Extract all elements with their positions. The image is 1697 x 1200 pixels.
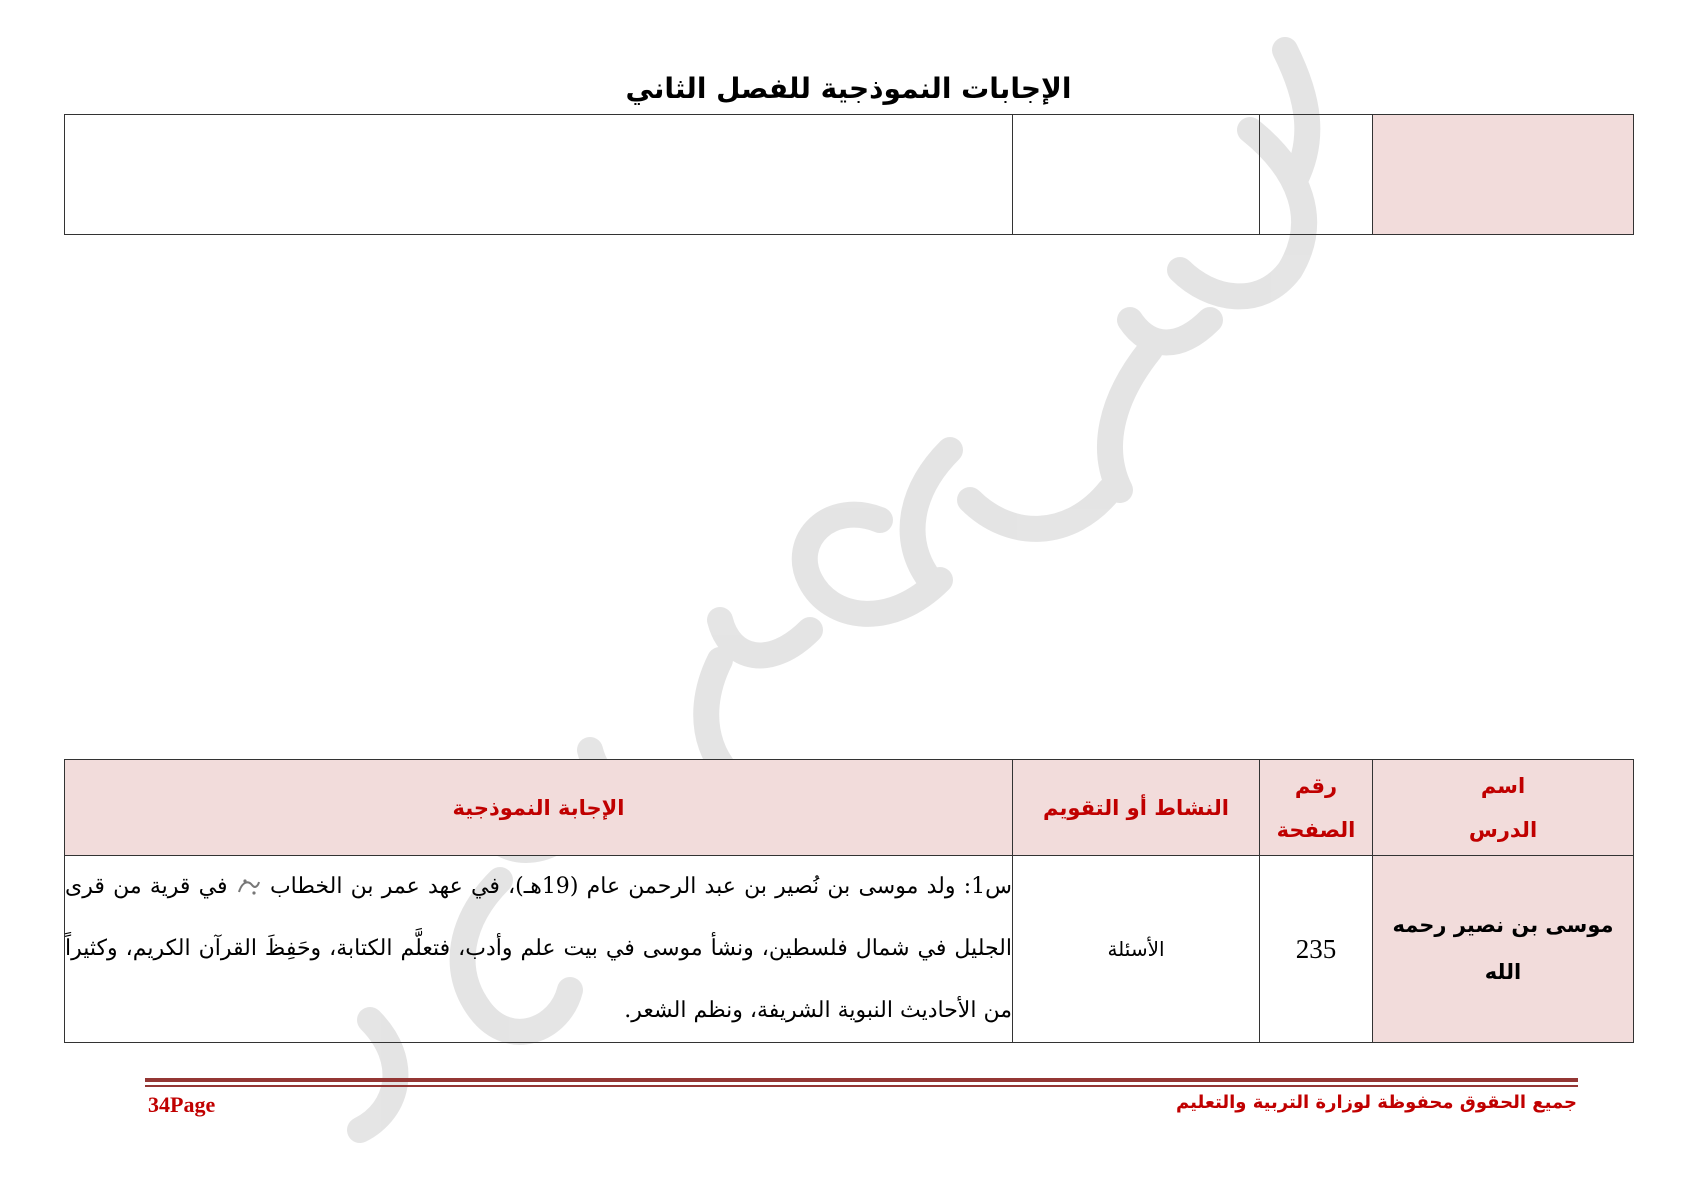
page-cell-empty: [1260, 115, 1373, 235]
page-header-line2: الصفحة: [1276, 817, 1356, 842]
top-empty-table: [64, 114, 1634, 235]
page-header: [1260, 760, 1373, 856]
lesson-name-line1: موسى بن نصير رحمه: [1392, 913, 1614, 937]
lesson-name-line2: الله: [1484, 960, 1522, 984]
footer-page-number: 34Page: [148, 1092, 216, 1117]
table-header-row: [65, 760, 1634, 856]
page-number-cell: 235: [1260, 856, 1373, 1043]
activity-cell-empty: [1013, 115, 1260, 235]
honorific-glyph-icon: [236, 876, 262, 898]
lesson-cell-empty: [1373, 115, 1634, 235]
answer-text-part1: س1: ولد موسى بن نُصير بن عبد الرحمن عام (19هـ)، في عهد عمر بن الخطاب: [261, 874, 1012, 899]
table-row: [65, 856, 1634, 1043]
lesson-header-line2: الدرس: [1468, 817, 1538, 842]
answer-header: الإجابة النموذجية: [65, 760, 1013, 856]
answer-cell-empty: [65, 115, 1013, 235]
lesson-header: [1373, 760, 1634, 856]
lesson-header-line1: اسم: [1480, 773, 1526, 798]
footer-copyright: جميع الحقوق محفوظة لوزارة التربية والتعليم: [1176, 1092, 1577, 1113]
page-header-line1: رقم: [1294, 773, 1338, 798]
footer-rule-thick: [145, 1078, 1578, 1082]
answers-table: [64, 759, 1634, 1043]
activity-cell: الأسئلة: [1013, 856, 1260, 1043]
table-row: [65, 115, 1634, 235]
activity-header: النشاط أو التقويم: [1013, 760, 1260, 856]
lesson-name-cell: [1373, 856, 1634, 1043]
answer-cell: [65, 856, 1013, 1043]
page-title: الإجابات النموذجية للفصل الثاني: [625, 72, 1072, 105]
footer-rule-thin: [145, 1085, 1578, 1087]
answer-text-part2: في قرية من قرى الجليل في شمال فلسطين، ونشأ موسى في بيت علم وأدب، فتعلَّم الكتابة، وحَفِظَ القرآن الكريم، وكثيراً من الأحاديث النبوية الشريفة، ونظم الشعر.: [65, 874, 1012, 1023]
